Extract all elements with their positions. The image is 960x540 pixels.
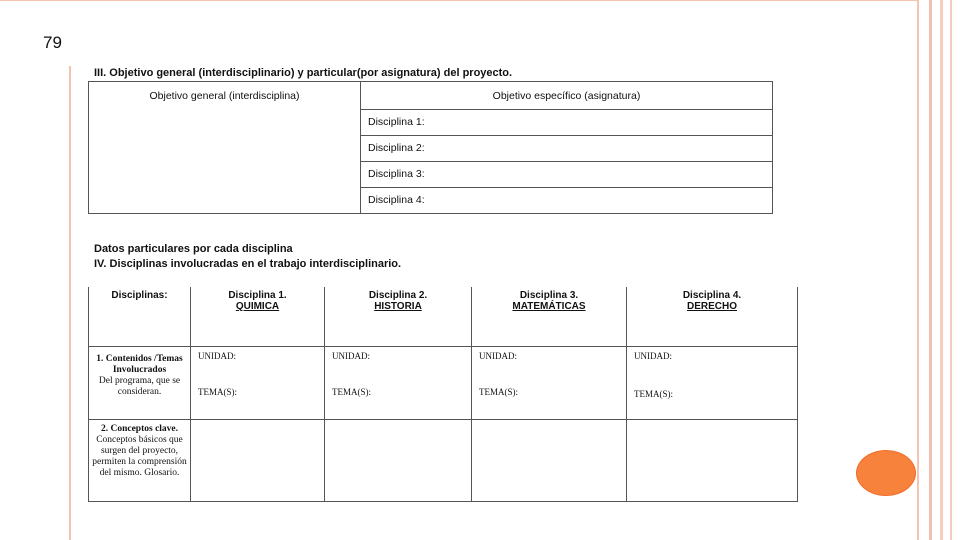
right-border-line [917, 0, 919, 540]
disciplines-table [88, 287, 798, 502]
disciplinas-label-cell: Disciplinas: [89, 287, 191, 346]
discipline-header-4: Disciplina 4. DERECHO [627, 287, 798, 346]
slide-number: 79 [43, 33, 62, 52]
discipline-row[interactable]: Disciplina 2: [361, 136, 773, 162]
right-border-line [950, 0, 952, 540]
datos-particulares-heading: Datos particulares por cada disciplina [94, 243, 293, 255]
decorative-circle [856, 450, 916, 496]
discipline-header-3: Disciplina 3. MATEMÁTICAS [472, 287, 627, 346]
general-objective-cell[interactable] [89, 82, 361, 214]
top-border-line [0, 0, 917, 1]
discipline-row[interactable]: Disciplina 1: [361, 110, 773, 136]
contenidos-cell-1[interactable]: UNIDAD: TEMA(S): [191, 346, 325, 419]
contenidos-cell-3[interactable]: UNIDAD: TEMA(S): [472, 346, 627, 419]
discipline-header-1: Disciplina 1. QUIMICA [191, 287, 325, 346]
specific-objective-header: Objetivo específico (asignatura) [361, 82, 773, 110]
contenidos-cell-2[interactable]: UNIDAD: TEMA(S): [325, 346, 472, 419]
conceptos-label-cell: 2. Conceptos clave. Conceptos básicos que surgen del proyecto, permiten la comprensión del mismo. Glosario. [89, 419, 191, 501]
left-border-line [69, 66, 71, 540]
conceptos-cell-2[interactable] [325, 419, 472, 501]
right-border-line [929, 0, 932, 540]
section4-heading: IV. Disciplinas involucradas en el trabajo interdisciplinario. [94, 258, 402, 270]
conceptos-cell-3[interactable] [472, 419, 627, 501]
discipline-header-2: Disciplina 2. HISTORIA [325, 287, 472, 346]
contenidos-cell-4[interactable]: UNIDAD: TEMA(S): [627, 346, 798, 419]
discipline-row[interactable]: Disciplina 3: [361, 162, 773, 188]
right-border-line [940, 0, 943, 540]
conceptos-cell-4[interactable] [627, 419, 798, 501]
conceptos-cell-1[interactable] [191, 419, 325, 501]
objectives-table [88, 81, 773, 214]
contenidos-label-cell: 1. Contenidos /Temas Involucrados Del programa, que se consideran. [89, 346, 191, 419]
general-objective-label: Objetivo general (interdisciplina) [149, 90, 300, 102]
section3-heading: III. Objetivo general (interdisciplinario) y particular(por asignatura) del proyecto. [94, 67, 513, 79]
discipline-row[interactable]: Disciplina 4: [361, 188, 773, 214]
